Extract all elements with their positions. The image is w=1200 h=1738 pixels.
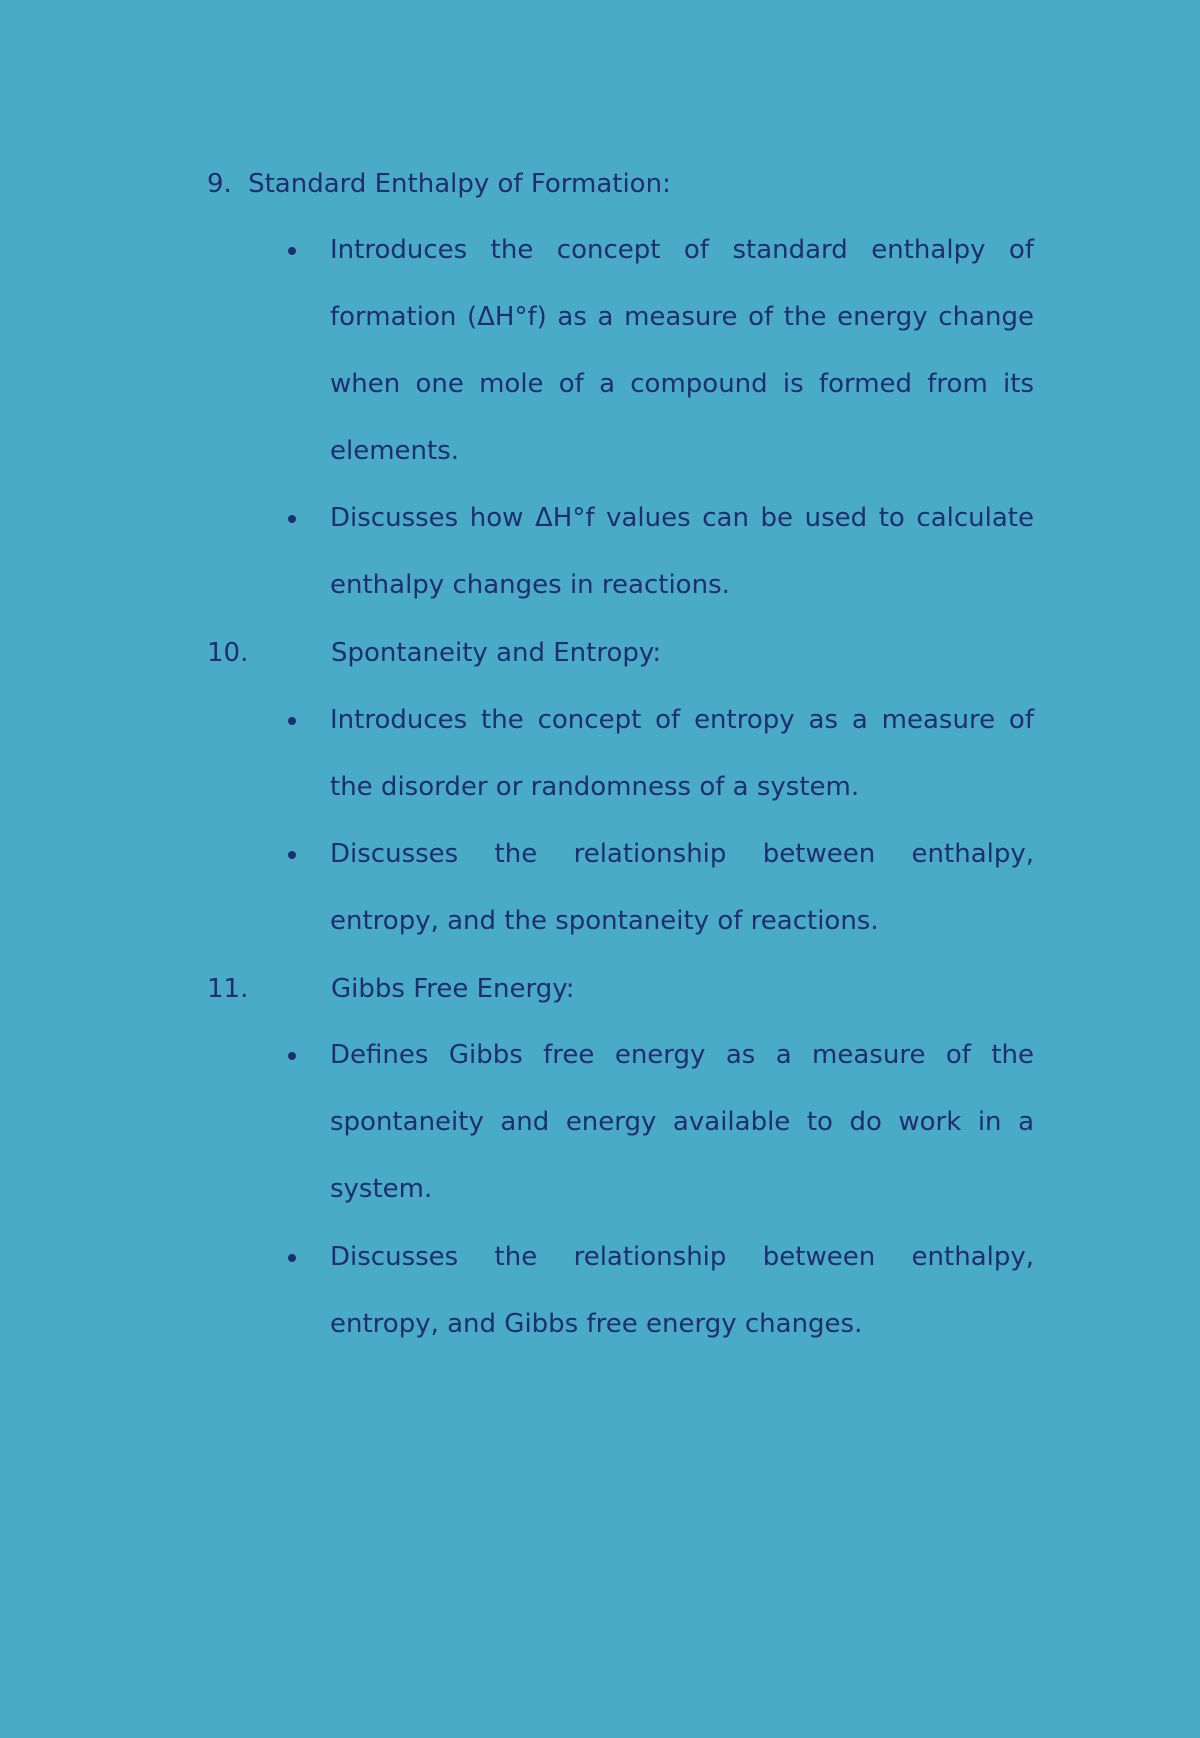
bullet-icon bbox=[288, 247, 296, 255]
section-heading-9 bbox=[207, 167, 671, 201]
bullet-text: Discusses the relationship between enthalpy, entropy, and the spontaneity of reactions. bbox=[330, 839, 1034, 936]
section-title: Spontaneity and Entropy: bbox=[331, 638, 662, 668]
section-number: 9. bbox=[207, 169, 232, 199]
section-title: Standard Enthalpy of Formation: bbox=[248, 169, 671, 199]
bullet-text: Discusses the relationship between enthalpy, entropy, and Gibbs free energy changes. bbox=[330, 1242, 1034, 1339]
bullet-text: Introduces the concept of entropy as a measure of the disorder or randomness of a system. bbox=[330, 705, 1034, 802]
bullet-icon bbox=[288, 515, 296, 523]
bullet-icon bbox=[288, 1052, 296, 1060]
bullet-text: Discusses how ΔH°f values can be used to calculate enthalpy changes in reactions. bbox=[330, 503, 1034, 600]
section-heading-11 bbox=[207, 972, 575, 1006]
bullet-icon bbox=[288, 1254, 296, 1262]
bullet-icon bbox=[288, 717, 296, 725]
section-number: 10. bbox=[207, 638, 249, 668]
bullet-text: Defines Gibbs free energy as a measure of the spontaneity and energy available to do work in a system. bbox=[330, 1040, 1034, 1204]
section-number: 11. bbox=[207, 974, 249, 1004]
section-title: Gibbs Free Energy: bbox=[331, 974, 575, 1004]
section-heading-10 bbox=[207, 636, 661, 670]
bullet-text: Introduces the concept of standard enthalpy of formation (ΔH°f) as a measure of the energy change when one mole of a compound is formed from its elements. bbox=[330, 235, 1034, 466]
bullet-icon bbox=[288, 851, 296, 859]
